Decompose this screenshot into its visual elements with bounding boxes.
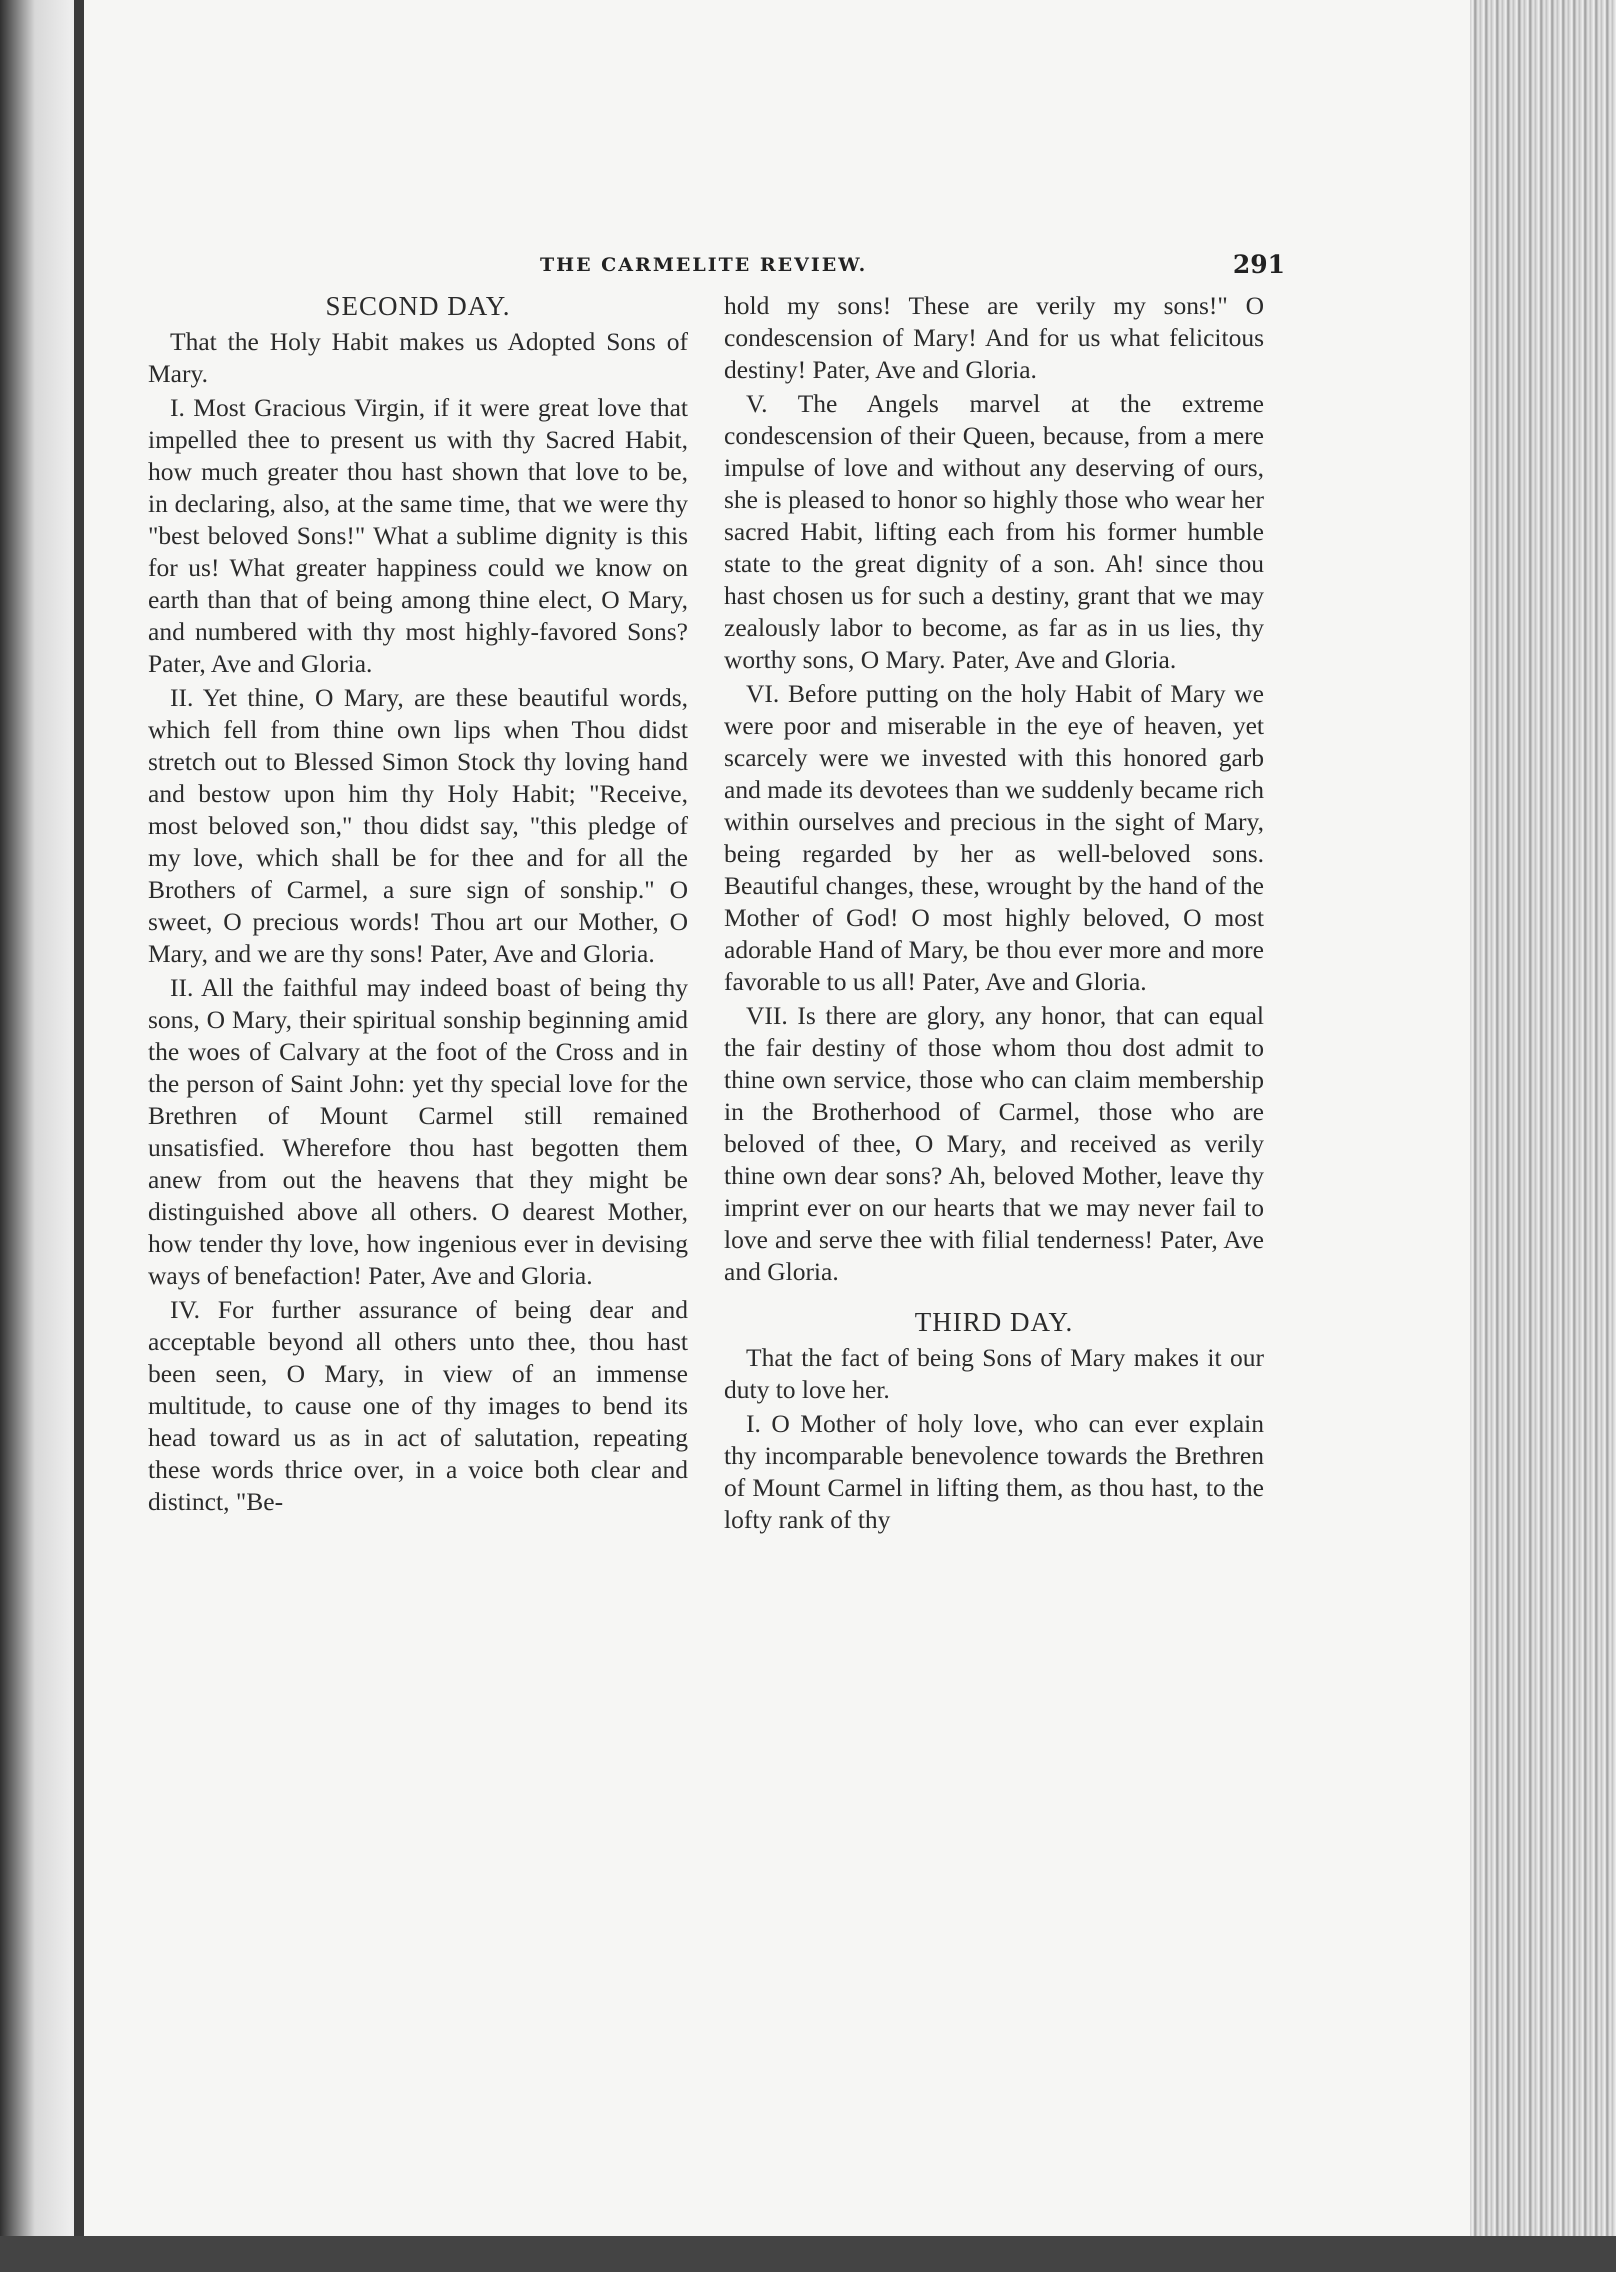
paragraph-vii: VII. Is there are glory, any honor, that can equal the fair destiny of those whom thou dost admit to thine own service, those who can claim membership in the Brotherhood of Carmel, those who are beloved of thee, O Mary, and received as verily thine own dear sons? Ah, beloved Mother, leave thy imprint ever on our hearts that we may never fail to love and serve thee with filial tenderness! Pater, Ave and Gloria.	[724, 1001, 1264, 1286]
page-header	[540, 250, 1285, 284]
paragraph-iii: II. All the faithful may indeed boast of being thy sons, O Mary, their spiritual sonship beginning amid the woes of Calvary at the foot of the Cross and in the person of Saint John: yet thy special love for the Brethren of Mount Carmel still remained unsatisfied. Wherefore thou hast begotten them anew from out the heavens that they might be distinguished above all others. O dearest Mother, how tender thy love, how ingenious ever in devising ways of benefaction! Pater, Ave and Gloria.	[148, 973, 688, 1290]
intro-paragraph: That the Holy Habit makes us Adopted Sons of Mary.	[148, 327, 688, 388]
third-day-paragraph-i: I. O Mother of holy love, who can ever explain thy incomparable benevolence towards the Brethren of Mount Carmel in lifting them, as thou hast, to the lofty rank of thy	[724, 1409, 1264, 1534]
right-column	[724, 290, 1264, 1538]
paragraph-v: V. The Angels marvel at the extreme condescension of their Queen, because, from a mere impulse of love and without any deserving of ours, she is pleased to honor so highly those who wear her sacred Habit, lifting each from his former humble state to the great dignity of a son. Ah! since thou hast chosen us for such a destiny, grant that we may zealously labor to become, as far as in us lies, thy worthy sons, O Mary. Pater, Ave and Gloria.	[724, 389, 1264, 674]
paragraph-i: I. Most Gracious Virgin, if it were great love that impelled thee to present us with thy Sacred Habit, how much greater thou hast shown that love to be, in declaring, also, at the same time, that we were thy "best beloved Sons!" What a sublime dignity is this for us! What greater happiness could we know on earth than that of being among thine elect, O Mary, and numbered with thy most highly-favored Sons? Pater, Ave and Gloria.	[148, 393, 688, 678]
section-heading-second-day: SECOND DAY.	[325, 291, 511, 321]
third-day-intro: That the fact of being Sons of Mary makes it our duty to love her.	[724, 1343, 1264, 1404]
page-number: 291	[1232, 250, 1285, 279]
paragraph-iv-continued: hold my sons! These are verily my sons!" O condescension of Mary! And for us what felicitous destiny! Pater, Ave and Gloria.	[724, 291, 1264, 384]
section-heading-third-day: THIRD DAY.	[914, 1307, 1074, 1337]
left-column	[148, 290, 688, 1520]
paragraph-vi: VI. Before putting on the holy Habit of Mary we were poor and miserable in the eye of heaven, yet scarcely were we invested with this honored garb and made its devotees than we suddenly became rich within ourselves and precious in the sight of Mary, being regarded by her as well-beloved sons. Beautiful changes, these, wrought by the hand of the Mother of God! O most highly beloved, O most adorable Hand of Mary, be thou ever more and more favorable to us all! Pater, Ave and Gloria.	[724, 679, 1264, 996]
scan-bottom-border	[0, 2236, 1616, 2272]
page-stack-edges	[1470, 0, 1616, 2272]
paragraph-iv: IV. For further assurance of being dear and acceptable beyond all others unto thee, thou hast been seen, O Mary, in view of an immense multitude, to cause one of thy images to bend its head toward us as in act of salutation, repeating these words thrice over, in a voice both clear and distinct, "Be-	[148, 1295, 688, 1516]
book-spine	[74, 0, 84, 2272]
paragraph-ii: II. Yet thine, O Mary, are these beautiful words, which fell from thine own lips when Thou didst stretch out to Blessed Simon Stock thy loving hand and bestow upon him thy Holy Habit; "Receive, most beloved son," thou didst say, "this pledge of my love, which shall be for thee and for all the Brothers of Carmel, a sure sign of sonship." O sweet, O precious words! Thou art our Mother, O Mary, and we are thy sons! Pater, Ave and Gloria.	[148, 683, 688, 968]
running-title: THE CARMELITE REVIEW.	[540, 254, 868, 276]
